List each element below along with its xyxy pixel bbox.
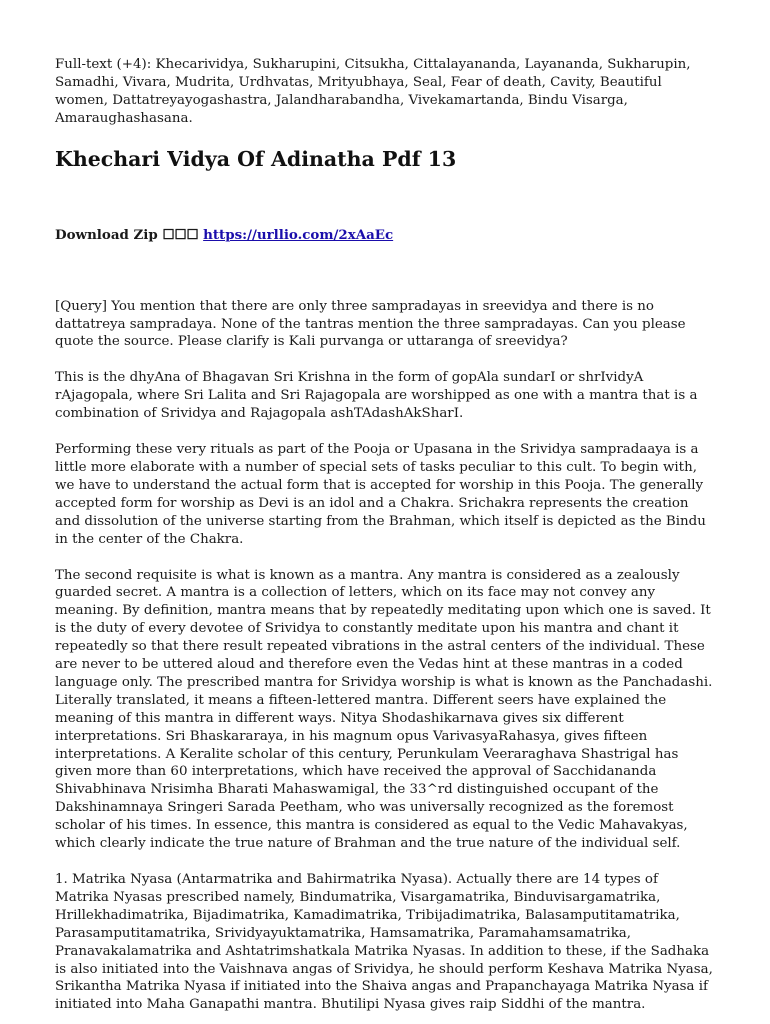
download-line — [55, 226, 715, 244]
paragraph-dhyana: This is the dhyAna of Bhagavan Sri Krishna in the form of gopAla sundarI or shrIvidyA rAjagopala, where Sri Lalita and Sri Rajagopala are worshipped as one with a mantra that is a combination of Srividya and Rajagopala ashTAdashAkSharI. — [55, 370, 698, 422]
page-title: Khechari Vidya Of Adinatha Pdf 13 — [55, 146, 457, 171]
paragraph-matrika-nyasa: 1. Matrika Nyasa (Antarmatrika and Bahirmatrika Nyasa). Actually there are 14 types of Matrika Nyasas prescribed namely, Bindumatrika, Visargamatrika, Binduvisargamatrika, Hrillekhadimatrika, Bijadimatrika, Kamadimatrika, Tribijadimatrika, Balasamputitamatrika, Parasamputitamatrika, Srividyayuktamatrika, Hamsamatrika, Paramahamsamatrika, Pranavakalamatrika and Ashtatrimshatkala Matrika Nyasas. In addition to these, if the Sadhaka is also initiated into the Vaishnava angas of Srividya, he should perform Keshava Matrika Nyasa, Srikantha Matrika Nyasa if initiated into the Shaiva angas and Prapanchayaga Matrika Nyasa if initiated into Maha Ganapathi mantra. Bhutilipi Nyasa gives raip Siddhi of the mantra. — [55, 872, 713, 1013]
download-link[interactable]: https://urllio.com/2xAaEc — [203, 226, 394, 243]
paragraph-rituals: Performing these very rituals as part of the Pooja or Upasana in the Srividya sampradaaya is a little more elaborate with a number of special sets of tasks peculiar to this cult. To begin with, we have to understand the actual form that is accepted for worship in this Pooja. The generally accepted form for worship as Devi is an idol and a Chakra. Srichakra represents the creation and dissolution of the universe starting from the Brahman, which itself is depicted as the Bindu in the center of the Chakra. — [55, 442, 706, 547]
document-page — [55, 56, 715, 1014]
download-label: Download Zip — [55, 226, 158, 243]
download-glyphs: ☐☐☐ — [162, 226, 199, 243]
fulltext-keywords: Full-text (+4): Khecarividya, Sukharupini, Citsukha, Cittalayananda, Layananda, Sukharupin, Samadhi, Vivara, Mudrita, Urdhvatas, Mrityubhaya, Seal, Fear of death, Cavity, Beautiful women, Dattatreyayogashastra, Jalandharabandha, Vivekamartanda, Bindu Visarga, Amaraughashasana. — [55, 57, 691, 126]
paragraph-mantra: The second requisite is what is known as a mantra. Any mantra is considered as a zealously guarded secret. A mantra is a collection of letters, which on its face may not convey any meaning. By definition, mantra means that by repeatedly meditating upon which one is saved. It is the duty of every devotee of Srividya to constantly meditate upon his mantra and chant it repeatedly so that there result repeated vibrations in the astral centers of the individual. These are never to be uttered aloud and therefore even the Vedas hint at these mantras in a coded language only. The prescribed mantra for Srividya worship is what is known as the Panchadashi. Literally translated, it means a fifteen-lettered mantra. Different seers have explained the meaning of this mantra in different ways. Nitya Shodashikarnava gives six different interpretations. Sri Bhaskararaya, in his magnum opus VarivasyaRahasya, gives fifteen interpretations. A Keralite scholar of this century, Perunkulam Veeraraghava Shastrigal has given more than 60 interpretations, which have received the approval of Sacchidananda Shivabhinava Nrisimha Bharati Mahaswamigal, the 33^rd distinguished occupant of the Dakshinamnaya Sringeri Sarada Peetham, who was universally recognized as the foremost scholar of his times. In essence, this mantra is considered as equal to the Vedic Mahavakyas, which clearly indicate the true nature of Brahman and the true nature of the individual self. — [55, 567, 713, 852]
paragraph-query: [Query] You mention that there are only three sampradayas in sreevidya and there is no dattatreya sampradaya. None of the tantras mention the three sampradayas. Can you please quote the source. Please clarify is Kali purvanga or uttaranga of sreevidya? — [55, 298, 686, 350]
